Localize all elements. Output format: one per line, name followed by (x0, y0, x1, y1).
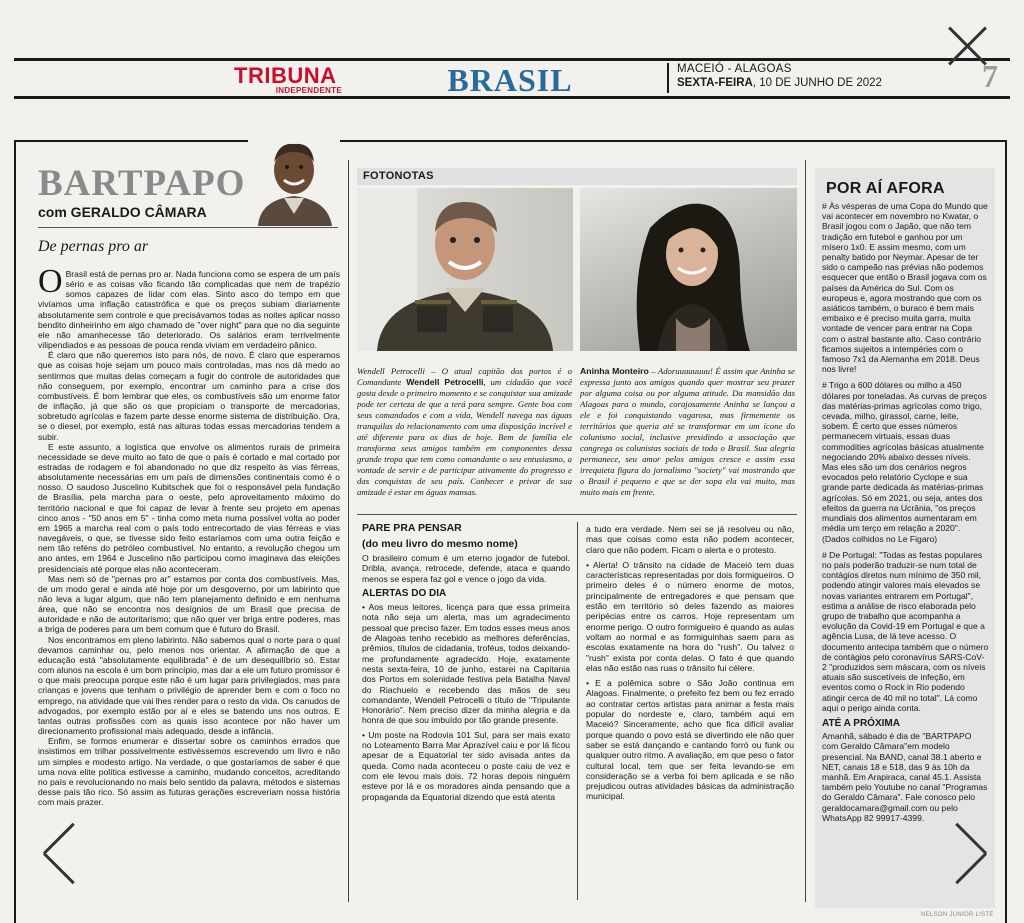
article-paragraph: Enfim, se formos enumerar e dissertar sobre os caminhos errados que insistimos em trilhar possivelmente estivéssemos escrevendo um livro e não um simples e modesto artigo. Na verdade, o que gostaríamos de saber é que uma nova elite política estivesse a caminho, mudando conceitos, acreditando no país e revolucionando no mais belo sentido da palavra, métodos e sistemas desse país tão rico. Só assim as futuras gerações escreveriam nossa história com mais prazer. (38, 736, 340, 808)
alert-item: • Um poste na Rodovia 101 Sul, para ser mais exato no Loteamento Barra Mar Aprazível caiu e por lá ficou apesar de a Equatorial ter sido avisada antes da queda. Como nada aconteceu o poste caiu de vez e com ele levou mais dois. 72 horas depois ninguém esteve por lá e os moradores ainda pensando que a propaganda da Equatorial dizendo que está atenta (362, 729, 570, 802)
article-paragraph (38, 269, 340, 350)
next-edition-title: ATÉ A PRÓXIMA (822, 717, 900, 729)
caption-name: Aninha Monteiro (580, 366, 649, 376)
newspaper-logo (234, 63, 342, 95)
photo-aninha (580, 188, 797, 351)
drop-cap: O (38, 269, 63, 300)
article-headline: De pernas pro ar (38, 238, 149, 255)
dateline-weekday: SEXTA-FEIRA (677, 77, 753, 89)
caption-text: , um cidadão que você gosta desde o primeiro momento e se conquistar sua amizade pode ter certeza de que a terá para sempre. Gente boa com seus comandados e com a vida, Wendell navega nas águas tranquilas do relacionamento com uma disposição incrível e até diferente para os dias de hoje. Bem de família ele transforma seus amigos também em componentes dessa grande tropa que tem como comandante o seu entusiasmo, a vontade de servir e de participar ativamente do progresso e das conquistas de seu país. Conhecer e privar de sua amizade é estar em águas mansas. (357, 377, 572, 497)
logo-sub-text: INDEPENDENTE (275, 86, 342, 95)
sidebar-body (822, 201, 989, 891)
officer-photo-icon (357, 188, 573, 351)
article-paragraph-text: Brasil está de pernas pro ar. Nada funciona como se espera de um país sério e as coisas vão ficando tão complicadas que nem de trapézio somos capazes de lidar com elas. Sinto asco do tempo em que vivíamos uma inflação catastrófica e que os preços subiam diariamente absolutamente sem controle e que precisávamos todas as noites aplicar nosso bendito dinheirinho em algo chamado de "over night" para que no dia seguinte ele não amanhecesse tão deteriorado. Os salários eram terrivelmente vilipendiados e as pessoas de pouca renda viviam em verdadeiro pânico. (38, 269, 340, 351)
sidebar-item: # Às vésperas de uma Copa do Mundo que vai acontecer em novembro no Kwatar, o Brasil jogou com o Japão, que não tem tradição em futebol e ganhou por um mísero 1x0. E assim mesmo, com um penalty batido por Neymar. Apesar de ter sido o campeão nas prévias não podemos esquecer que então o Brasil jogava com os países da América do Sul. Com os europeus e, agora mostrando que com os asiáticos também, o buraco é bem mais embaixo e é preciso muita garra, muita vontade de vencer para entrar na Copa com o astral bastante alto. Caso contrário ficamos sujeitos a intempéries com o famoso 7x1 da Alemanha em 2018. Deus nos livre! (822, 201, 988, 375)
page-frame-right-rule (1005, 140, 1007, 923)
next-page-chevron-right-icon[interactable] (950, 822, 990, 882)
sidebar-item: # De Portugal: "Todas as festas populares no país poderão traduzir-se num total de contágios diretos num mínimo de 350 mil, podendo atingir valores mais elevados se novas variantes entrarem em Portugal", estima a análise de risco elaborada pelo grupo de trabalho que acompanha a evolução da Covid-19 em Portugal e que a agência Lusa, de lá teve acesso. O documento antecipa também que o número de contágios pelo coronavírus SARS-CoV-2 "produzidos sem máscara, com os níveis atuais são suscetíveis de infeção, em eventos como o Rock in Rio podendo atingir cerca de 40 mil no total". Lá como aqui o perigo ainda conta. (822, 549, 989, 713)
pare-pra-pensar-text: O brasileiro comum é um eterno jogador de futebol. Dribla, avança, retrocede, defende, ataca e quando menos se espera faz gol e vence o jogo da vida. (362, 553, 570, 584)
page-number: 7 (982, 58, 998, 94)
sidebar-item: # Trigo a 600 dólares ou milho a 450 dólares por toneladas. As curvas de preços das matérias-primas agrícolas como trigo, cevada, milho, girassol, carne, leite, sobem. É certo que esses números permanecem virtuais, essas duas commodities agrícolas básicas atualmente negociando 20% abaixo desses níveis. Mas eles são um dos cenários negros evocados pelo relatório Cyclope e sua grande parte dedicada às matérias-primas agrícolas. Só em 2021, ou seja, antes dos efeitos da guerra na Ucrânia, "os preços mundiais dos alimentos aumentaram em média um terço em relação a 2020". (Dados colhidos no Le Figaro) (822, 380, 987, 544)
logo-main-text: TRIBUNA (234, 63, 337, 88)
alert-item: • Aos meus leitores, licença para que essa primeira nota não seja um alerta, mas um agradecimento pessoal que preciso fazer. Em todos esses meus anos de Alagoas tenho recebido as melhores deferências, prêmios, títulos de cidadania, troféus, todos deixando-me profundamente agradecido. Hoje, exatamente nesta sexta-feira, 10 de junho, estarei na Capitania dos Portos em solenidade festiva pela Batalha Naval do Riachuelo e recebendo das mãos de seu comandante, Wendell Petrocelli o título de "Tripulante Honorário". Nem preciso dizer da minha alegria e da honra de que sou imbuído por tão grande presente. (362, 602, 570, 726)
pare-pra-pensar-title: PARE PRA PENSAR (362, 522, 462, 534)
column-divider (805, 160, 806, 902)
dateline-day: , 10 DE JUNHO DE 2022 (752, 77, 882, 89)
column-title: BARTPAPO (38, 163, 246, 204)
photo-credit: NELSON JUNIOR LISTE (921, 912, 994, 918)
columnist-portrait-icon (248, 134, 340, 226)
photo-caption-wendell (357, 366, 572, 506)
alerts-column-right (586, 524, 794, 894)
dateline-date (677, 77, 882, 89)
pare-pra-pensar-subtitle: (do meu livro do mesmo nome) (362, 538, 518, 550)
caption-text: – Adoruuuuuuuu! É assim que Aninha se expressa junto aos amigos quando quer mostrar seu prazer por alguma coisa ou por alguma atitude. Da mansidão das Alagoas para o mundo, corajosamente Aninha se lançou a ele e foi conquistando vagarosa, mas firmemente os territórios que queria até se transformar em um ícone do colunismo social, inclusive presidindo a associação que congrega os colunistas sociais de todo o Brasil. Sua alegria permanece, seu amor pelos amigos cresce e assim essa irrequieta figura do jornalismo "society" vai mostrando que o Brasil é pequeno e que se der sopa ela vai muito, mas muito mais em frente. (580, 366, 795, 497)
article-paragraph: É claro que não queremos isto para nós, de novo. É claro que esperamos que as coisas hoje sejam um pouco mais controladas, mas nos dá medo ao sentirmos que muitas delas começam a fugir do controle de autoridades que não conseguem, por exemplo, encontrar um caminho para a crise dos combustíveis. É bom lembrar que eles, os combustíveis são um enorme fator de inflação, já que são os que propiciam o transporte de mercadorias, sobretudo agrícolas e fazem parte desse enorme sistema de distribuição. Ora, se o diesel, por exemplo, está nas alturas todas essas mercadorias tendem a subir. (38, 350, 340, 442)
article-paragraph: Mas nem só de "pernas pro ar" estamos por conta dos combustíveis. Mas, de um modo geral e ainda até hoje por um desgoverno, por um labirinto que não leva a lugar algum, que não tem planejamento definido e em nenhuma área, que não se encontra nos desígnios de um Brasil que precisa de autoridade e não de autoritarismo; que não quer ver briga entre poderes, mas a briga de poderes para um bem comum que é futuro do Brasil. (38, 573, 340, 635)
column-title-rule (38, 227, 338, 228)
section-title: BRASIL (447, 62, 573, 98)
close-icon[interactable] (946, 24, 990, 68)
photo-wendell (357, 188, 573, 351)
caption-name: Wendell Petrocelli (406, 377, 484, 387)
dateline-city: MACEIÓ - ALAGOAS (677, 63, 792, 75)
next-edition-text: Amanhã, sábado é dia de "BARTPAPO com Geraldo Câmara"em modelo presencial. Na BAND, canal 38.1 aberto e NET, canais 18 e 518, das 9 às 10h da manhã. Em Arapiraca, canal 45.1. Assista também pelo Youtube no canal "Programas do Geraldo Câmara". Fale conosco pelo geraldocamara@gmail.com ou pelo WhatsApp 82 99917-4399. (822, 731, 988, 823)
article-paragraph: E este assunto, a logística que envolve os alimentos rurais de primeira necessidade se deve muito ao fato de que o país é cortado e mal cortado por estradas de rodagem e foi abandonado no que diz respeito às vias férreas, absolutamente necessárias em um país de dimensões continentais como é o nosso. O saudoso Juscelino Kubitschek que foi o responsável pela fundação de Brasília, pela marcha para o oeste, pelo aproveitamento máximo do território nacional e que foi capaz de levar à frente seu projeto em apenas cinco anos - "50 anos em 5" - tinha como meta numa possível volta ao poder em 1965 a marcha real com o país todo entrecortado de vias férreas e vias navegáveis, o que, se tivesse sido feito estaríamos com uma outra feição e nem tão reféns do petróleo combustível. No entanto, a revolução chegou um ano antes, em 1964 e Juscelino não participou como imaginava das eleições presidenciais até porque elas não aconteceram. (38, 441, 340, 574)
masthead-top-rule (14, 58, 1010, 61)
alert-item: • E a polêmica sobre o São João continua em Alagoas. Finalmente, o prefeito fez bem ou fez errado ao contratar certos artistas para animar a festa mais popular do nordeste e, claro, também aqui em Maceió? Sinceramente, acho que fica difícil avaliar porque quando o povo está se divertindo ele não quer saber se está dançando e cantando forró ou funk ou qualquer outro ritmo. A avaliação, em que peso o fator cultural local, tem que ser feita levando-se em consideração se a verba foi bem aplicada e se não prejudicou outras atividades básicas da administração municipal. (586, 678, 794, 802)
alert-item: a tudo era verdade. Nem sei se já resolveu ou não, mas que coisas como esta não podem acontecer, claro que não podem. Ficam o alerta e o protesto. (586, 524, 794, 555)
woman-photo-icon (580, 188, 797, 351)
alerts-column-left (362, 553, 570, 893)
section-divider (357, 514, 797, 515)
article-paragraph: Nos encontramos em pleno labirinto. Não sabemos qual o norte para o qual devamos caminhar ou, pelo menos nos orientar. A afirmação de que a educação está "absolutamente equilibrada" é de um desequilíbrio só. Estar com alunos na escola é um bom princípio, mas dar a ele um futuro promissor é o que mais preocupa porque este não é um lugar para privilegiados, mas para crianças e jovens que tenham o privilégio de aprender bem e com o foco no emprego, na atividade que vai lhes render para o resto da vida. Os canudos de advogados, por exemplo estão por aí e eles se batendo uns nos outros. E tantas outras profissões com as quais isso acontece por não haver um direcionamento profissional mais adequado, desde a infância. (38, 634, 340, 737)
alertas-title: ALERTAS DO DIA (362, 587, 447, 599)
photo-caption-aninha (580, 366, 795, 506)
alert-item: • Alerta! O trânsito na cidade de Maceió tem duas características representadas por dois formigueiros. O primeiro deles é o número enorme de motos, principalmente de entregadores e que pensam que estão em território só deles fazendo as maiores peripécias entre os carros. Hoje representam um enorme perigo. O outro formigueiro é quando as aulas voltam ao normal e as formiguinhas saem para as escolas exatamente na hora do "rush". Ou talvez o "rush" exista por conta delas. O fato é que quando elas não estão nas ruas o trânsito fui célere. (586, 559, 794, 673)
sidebar-title: POR AÍ AFORA (826, 180, 945, 197)
caption-text: Wendell Petrocelli – O atual capitão dos portos é o Comandante (357, 366, 572, 387)
article-body (38, 269, 340, 863)
dateline (667, 63, 882, 93)
column-divider (577, 522, 578, 900)
previous-page-chevron-left-icon[interactable] (40, 822, 80, 882)
column-byline: com GERALDO CÂMARA (38, 204, 207, 220)
masthead (0, 0, 1024, 110)
column-divider (348, 160, 349, 902)
fotonotas-label: FOTONOTAS (357, 168, 797, 185)
